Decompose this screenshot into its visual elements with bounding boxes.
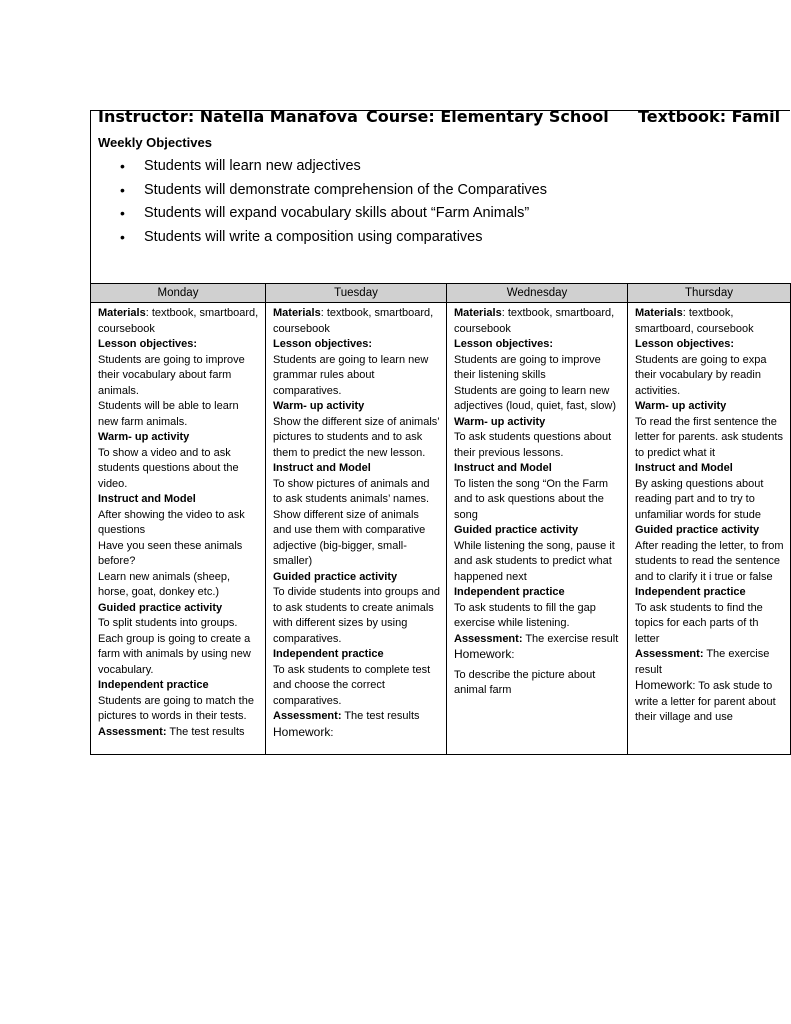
objectives-label: Lesson objectives: bbox=[454, 338, 554, 350]
instruct-text: Have you seen these animals before? bbox=[98, 539, 243, 567]
table-row bbox=[91, 303, 791, 755]
materials-label: Materials bbox=[454, 307, 502, 319]
warmup-label: Warm- up activity bbox=[454, 415, 546, 428]
materials-text: : textbook, smartboard, coursebook bbox=[98, 307, 259, 335]
warmup-label: Warm- up activity bbox=[98, 431, 190, 443]
materials-label: Materials bbox=[98, 307, 146, 319]
instruct-text: Learn new animals (sheep, horse, goat, donkey etc.) bbox=[98, 570, 231, 598]
warmup-text: To read the first sentence the letter for parents. ask students to predict what it bbox=[635, 415, 783, 459]
guided-text: Each group is going to create a farm with animals by using new vocabulary. bbox=[98, 632, 251, 676]
objective-item: • Students will write a composition using comparatives bbox=[98, 226, 547, 250]
monday-cell bbox=[91, 303, 266, 755]
guided-label: Guided practice activity bbox=[273, 570, 398, 583]
independent-text: Students are going to match the pictures to words in their tests. bbox=[98, 694, 254, 722]
table-header-row bbox=[91, 284, 791, 303]
assessment-text: The test results bbox=[341, 710, 420, 722]
instruct-label: Instruct and Model bbox=[454, 462, 552, 474]
independent-label: Independent practice bbox=[98, 679, 209, 691]
homework-label: Homework bbox=[454, 647, 512, 661]
homework-text: : bbox=[330, 726, 334, 739]
objective-item: • Students will expand vocabulary skills about “Farm Animals” bbox=[98, 202, 547, 226]
objectives-list bbox=[98, 155, 547, 249]
materials-label: Materials bbox=[635, 307, 683, 319]
objective-item: • Students will learn new adjectives bbox=[98, 155, 547, 179]
course-label: Course: Elementary School bbox=[366, 107, 609, 126]
guided-text: To divide students into groups and to ask students to create animals with different sizes by using comparatives. bbox=[273, 586, 440, 645]
homework-label: Homework bbox=[635, 678, 693, 692]
objectives-text: Students are going to improve their vocabulary about farm animals. bbox=[98, 353, 245, 397]
warmup-text: To ask students questions about their previous lessons. bbox=[454, 431, 612, 459]
thursday-cell bbox=[628, 303, 791, 755]
assessment-label: Assessment: bbox=[98, 725, 167, 738]
independent-text: To ask students to complete test and choose the correct comparatives. bbox=[273, 663, 431, 707]
assessment-text: The exercise result bbox=[635, 648, 770, 676]
instruct-text: By asking questions about reading part and to try to unfamiliar words for stude bbox=[635, 477, 764, 521]
day-header-monday: Monday bbox=[91, 284, 266, 303]
warmup-label: Warm- up activity bbox=[635, 400, 727, 412]
assessment-label: Assessment: bbox=[454, 632, 523, 645]
warmup-text: To show a video and to ask students questions about the video. bbox=[98, 446, 239, 490]
instruct-text: After showing the video to ask questions bbox=[98, 508, 245, 536]
day-header-wednesday: Wednesday bbox=[447, 284, 628, 303]
instructor-label: Instructor: Natella Manafova bbox=[98, 107, 358, 126]
homework-text: : bbox=[511, 649, 515, 661]
materials-text: : textbook, smartboard, coursebook bbox=[635, 307, 754, 335]
warmup-label: Warm- up activity bbox=[273, 400, 365, 412]
guided-label: Guided practice activity bbox=[98, 601, 223, 614]
objectives-text: Students are going to improve their listening skills bbox=[454, 353, 601, 381]
instruct-label: Instruct and Model bbox=[273, 462, 371, 474]
objectives-label: Lesson objectives: bbox=[273, 338, 373, 350]
objectives-label: Lesson objectives: bbox=[98, 338, 198, 350]
objectives-label: Lesson objectives: bbox=[635, 338, 735, 350]
warmup-text: Show the different size of animals’ pictures to students and to ask them to predict the new lesson. bbox=[273, 415, 440, 459]
assessment-label: Assessment: bbox=[273, 710, 342, 722]
objectives-text: Students will be able to learn new farm animals. bbox=[98, 400, 239, 428]
objective-item: • Students will demonstrate comprehension of the Comparatives bbox=[98, 179, 547, 203]
materials-label: Materials bbox=[273, 307, 321, 319]
guided-text: To split students into groups. bbox=[98, 617, 238, 629]
materials-text: : textbook, smartboard, coursebook bbox=[454, 307, 615, 335]
homework-detail: To describe the picture about animal farm bbox=[454, 668, 596, 696]
guided-label: Guided practice activity bbox=[635, 524, 760, 536]
objectives-text: Students are going to learn new grammar rules about comparatives. bbox=[273, 353, 429, 397]
objectives-text: Students are going to learn new adjectives (loud, quiet, fast, slow) bbox=[454, 384, 617, 412]
weekly-plan-table bbox=[90, 283, 791, 755]
assessment-label: Assessment: bbox=[635, 648, 704, 660]
tuesday-cell bbox=[266, 303, 447, 755]
day-header-tuesday: Tuesday bbox=[266, 284, 447, 303]
assessment-text: The test results bbox=[166, 725, 245, 738]
day-header-thursday: Thursday bbox=[628, 284, 791, 303]
homework-text: : To ask stude to write a letter for parent about their village and use bbox=[635, 680, 776, 723]
instruct-label: Instruct and Model bbox=[635, 462, 733, 474]
materials-text: : textbook, smartboard, coursebook bbox=[273, 307, 434, 335]
assessment-text: The exercise result bbox=[522, 632, 619, 645]
independent-text: To ask students to fill the gap exercise while listening. bbox=[454, 601, 596, 629]
instruct-text: Show different size of animals and use them with comparative adjective (big-bigger, small-smaller) bbox=[273, 508, 426, 567]
independent-label: Independent practice bbox=[635, 586, 746, 598]
objectives-text: Students are going to expa their vocabulary by readin activities. bbox=[635, 353, 767, 397]
guided-label: Guided practice activity bbox=[454, 524, 579, 536]
wednesday-cell bbox=[447, 303, 628, 755]
objectives-heading: Weekly Objectives bbox=[98, 135, 212, 150]
instruct-text: To show pictures of animals and to ask students animals’ names. bbox=[273, 477, 430, 505]
independent-text: To ask students to find the topics for each parts of th letter bbox=[635, 601, 763, 645]
instruct-text: To listen the song “On the Farm and to ask questions about the song bbox=[454, 477, 609, 521]
guided-text: While listening the song, pause it and ask students to predict what happened next bbox=[454, 539, 615, 583]
homework-label: Homework bbox=[273, 724, 331, 739]
instruct-label: Instruct and Model bbox=[98, 493, 196, 505]
independent-label: Independent practice bbox=[273, 648, 384, 660]
guided-text: After reading the letter, to from students to read the sentence and to clarify it i true or false bbox=[635, 539, 784, 583]
independent-label: Independent practice bbox=[454, 586, 565, 598]
textbook-label: Textbook: Famil bbox=[638, 107, 781, 126]
